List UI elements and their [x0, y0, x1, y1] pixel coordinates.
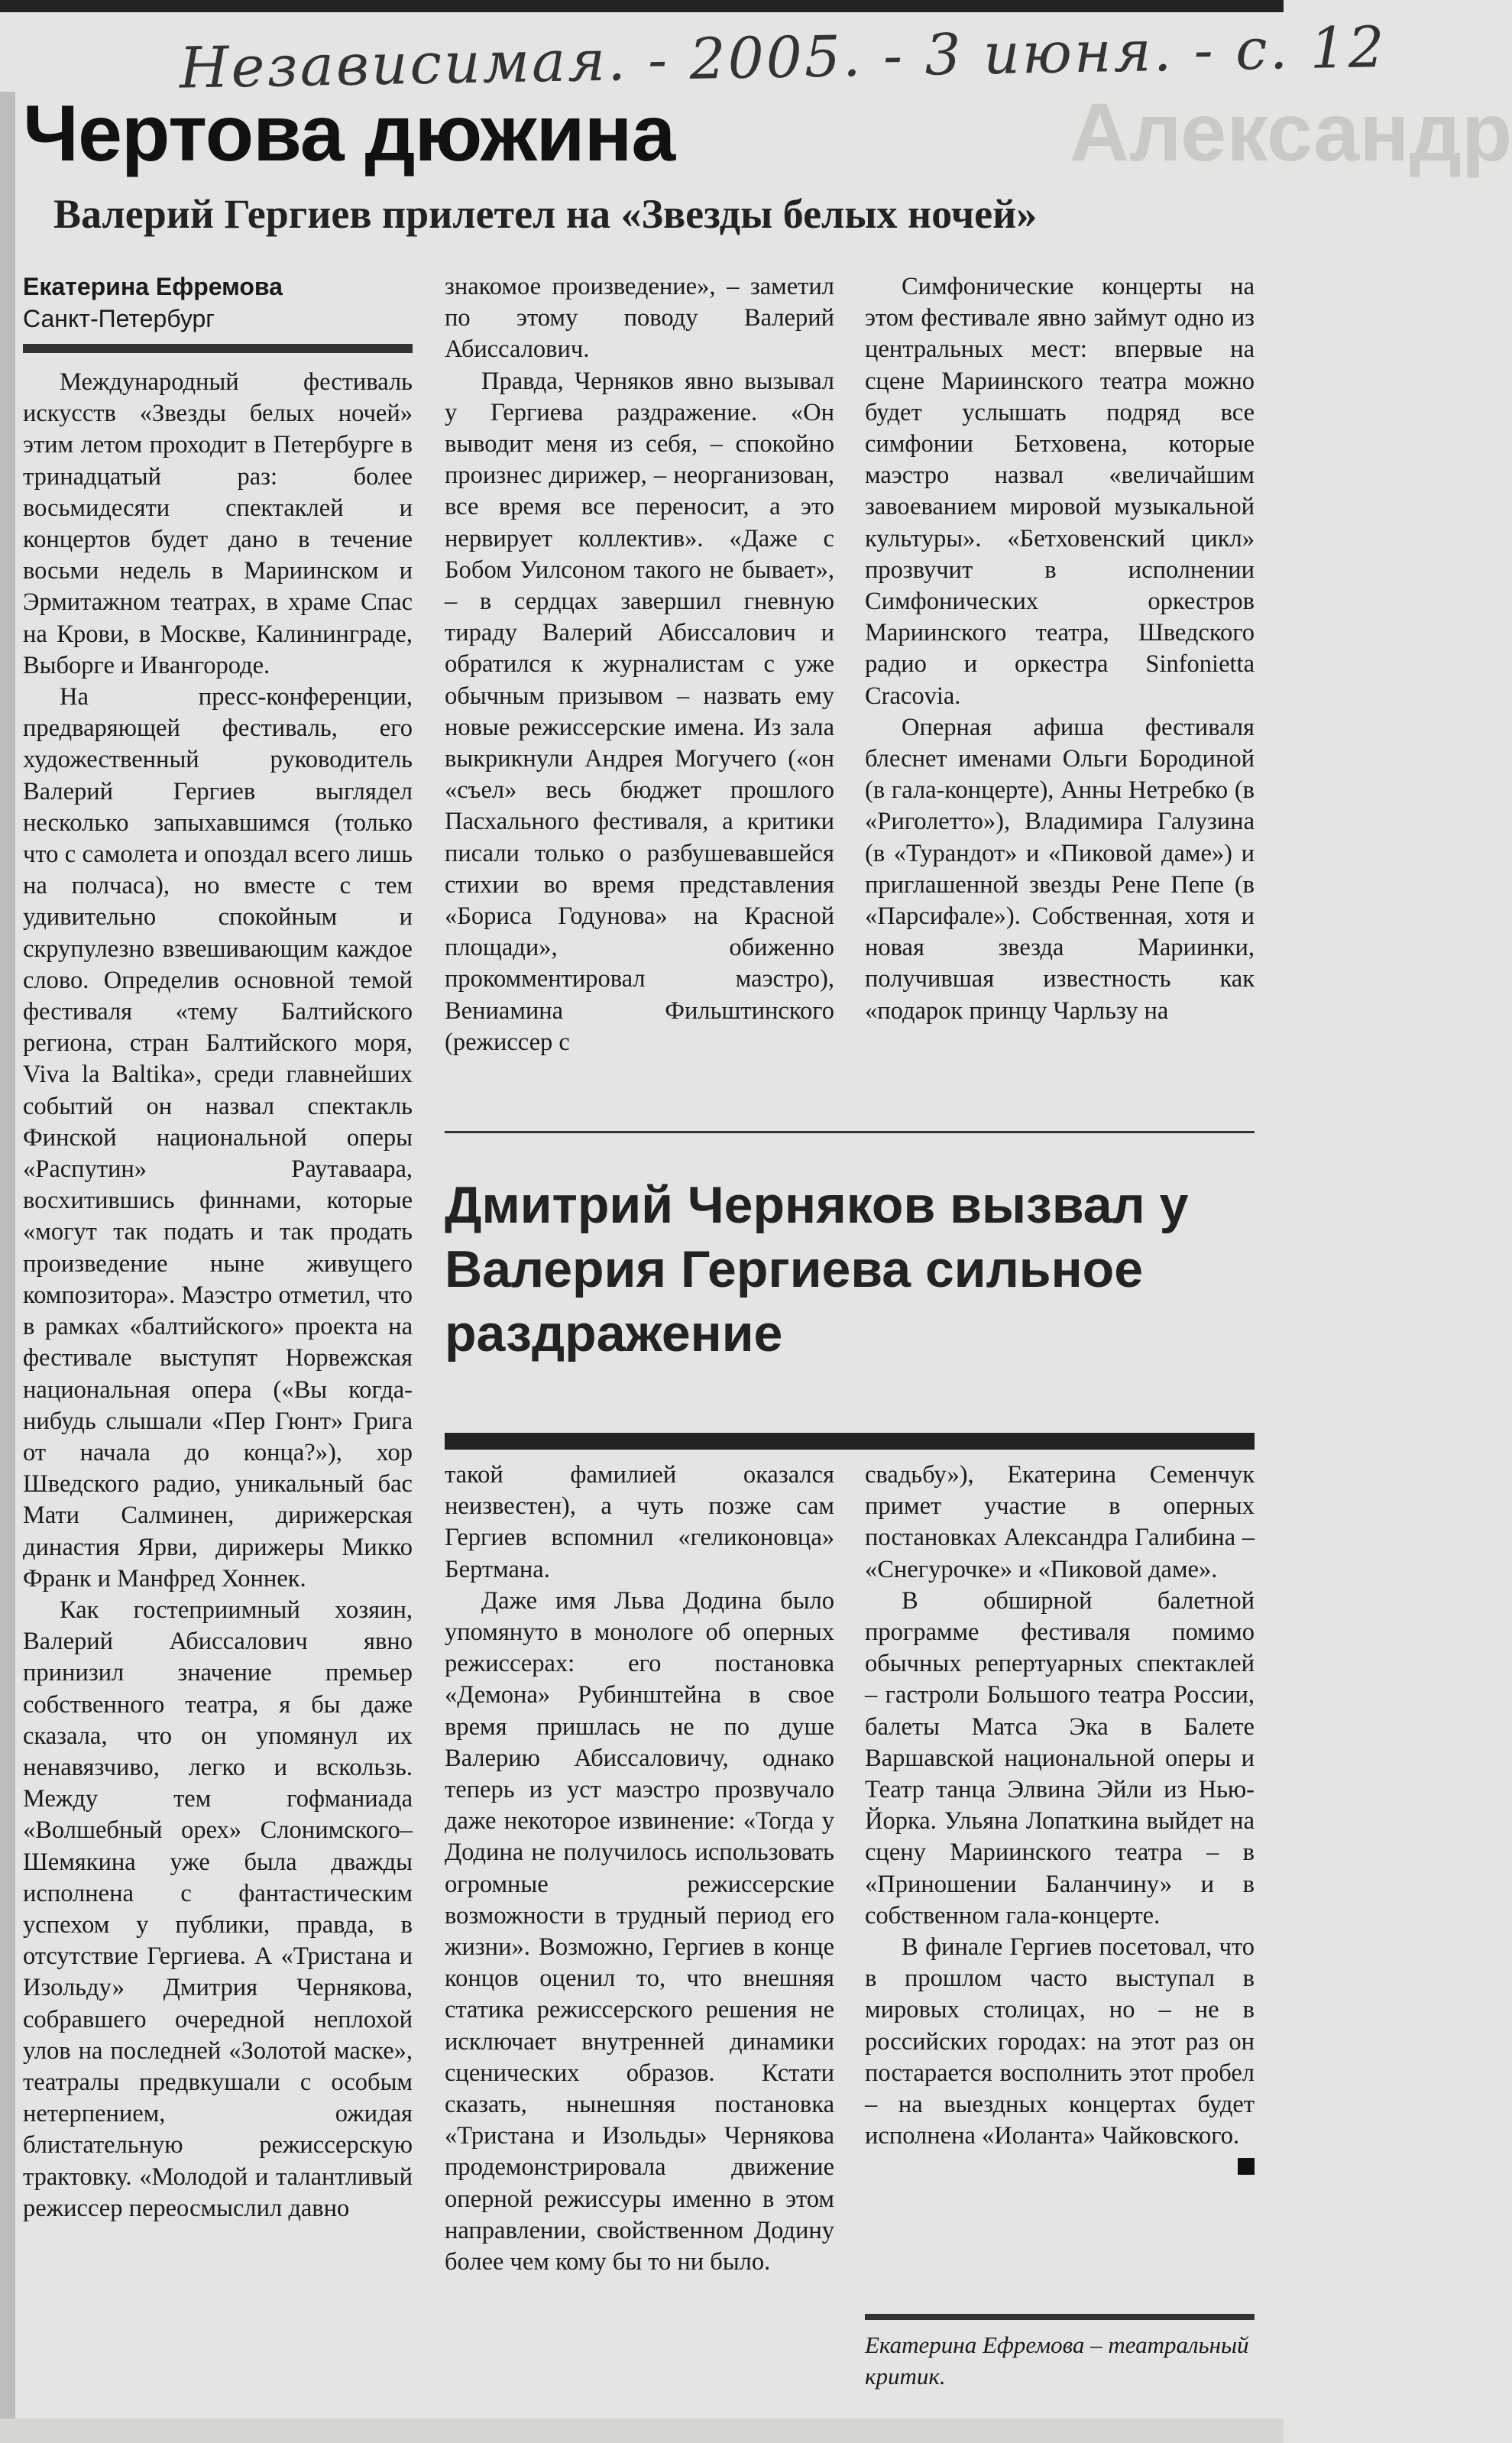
page-bottom-edge [0, 2419, 1284, 2443]
paragraph: Правда, Черняков явно вызывал у Гергиева раздражение. «Он выводит меня из себя, – спокойно произнес дирижер, – неорганизован, все время все переносит, а это нервирует коллектив». «Даже с Бобом Уилсоном такого не бывает», – в сердцах завершил гневную тираду Валерий Абиссалович и обратился к журналистам с уже обычным призывом – назвать ему новые режиссерские имена. Из зала выкрикнули Андрея Могучего («он «съел» весь бюджет прошлого Пасхального фестиваля, а критики писали только о разбушевавшейся стихии во время представления «Бориса Годунова» на Красной площади», обиженно прокомментировал маэстро), Вениамина Фильштинского (режиссер с [445, 367, 834, 1056]
author-city: Санкт-Петербург [23, 305, 215, 332]
handwritten-source-note: Независимая. - 2005. - 3 июня. - с. 12 [179, 14, 1387, 102]
paragraph: На пресс-конференции, предваряющей фестиваль, его художественный руководитель Валерий Гергиев выглядел несколько запыхавшимся (только что с самолета и опоздал всего лишь на полчаса), но вместе с тем удивительно спокойным и скрупулезно взвешивающим каждое слово. Определив основной темой фестиваля «тему Балтийского региона, стран Балтийского моря, Viva la Baltika», среди главнейших событий он назвал спектакль Финской национальной оперы «Распутин» Раутаваара, восхитившись финнами, которые «могут так подать и так продать произведение ныне живущего композитора». Маэстро отметил, что в рамках «балтийского» проекта на фестивале выступят Норвежская национальная опера («Вы когда-нибудь слышали «Пер Гюнт» Грига от начала до конца?»), хор Шведского радио, уникальный бас Мати Салминен, дирижерская династия Ярви, дирижеры Микко Франк и Манфред Хоннек. [23, 683, 413, 1592]
bleed-through-text: Александр [1070, 86, 1512, 178]
column-3 [865, 271, 1255, 1027]
paragraph: знакомое произведение», – заметил по этому поводу Валерий Абиссалович. [445, 273, 834, 364]
paragraph: такой фамилией оказался неизвестен), а чуть позже сам Гергиев вспомнил «геликоновца» Бертмана. [445, 1461, 834, 1583]
author-name: Екатерина Ефремова [23, 273, 283, 300]
paragraph: В обширной балетной программе фестиваля помимо обычных репертуарных спектаклей – гастроли Большого театра России, балеты Матса Эка в Балете Варшавской национальной оперы и Театр танца Элвина Эйли из Нью-Йорка. Ульяна Лопаткина выйдет на сцену Мариинского театра – в «Приношении Баланчину» и в собственном гала-концерте. [865, 1586, 1255, 1929]
footnote-rule [865, 2314, 1255, 2320]
top-rule [0, 0, 1284, 12]
paragraph: свадьбу»), Екатерина Семенчук примет участие в оперных постановках Александра Галибина – «Снегурочке» и «Пиковой даме». [865, 1461, 1255, 1583]
page-edge-shadow [0, 92, 15, 2430]
pull-quote-top-rule [445, 1131, 1255, 1133]
paragraph: Оперная афиша фестиваля блеснет именами Ольги Бородиной (в гала-концерте), Анны Нетребко (в «Риголетто»), Владимира Галузина (в «Турандот» и «Пиковой даме») и приглашенной звезды Рене Пепе (в «Парсифале»). Собственная, хотя и новая звезда Мариинки, получившая известность как «подарок принцу Чарльзу на [865, 713, 1255, 1025]
pull-quote: Дмитрий Черняков вызвал у Валерия Гергиева сильное раздражение [445, 1176, 1189, 1362]
paragraph: Международный фестиваль искусств «Звезды белых ночей» этим летом проходит в Петербурге в тринадцатый раз: более восьмидесяти спектаклей и концертов будет дано в течение восьми недель в Мариинском и Эрмитажном театрах, в храме Спас на Крови, в Москве, Калининграде, Выборге и Ивангороде. [23, 368, 413, 679]
author-footnote: Екатерина Ефремова – театральный критик. [865, 2331, 1249, 2390]
paragraph: Как гостеприимный хозяин, Валерий Абиссалович явно принизил значение премьер собственного театра, я бы даже сказала, что он упомянул их ненавязчиво, легко и вскользь. Между тем гофманиада «Волшебный орех» Слонимского–Шемякина уже была дважды исполнена с фантастическим успехом у публики, правда, в отсутствие Гергиева. А «Тристана и Изольду» Дмитрия Чернякова, собравшего очередной неплохой улов на последней «Золотой маске», театралы предвкушали с особым нетерпением, ожидая блистательную режиссерскую трактовку. «Молодой и талантливый режиссер переосмыслил давно [23, 1596, 413, 2222]
column-1 [23, 367, 413, 2224]
pull-quote-bottom-rule [445, 1433, 1255, 1450]
byline-rule [23, 344, 413, 353]
headline: Чертова дюжина [23, 89, 675, 178]
paragraph: Даже имя Льва Додина было упомянуто в монологе об оперных режиссерах: его постановка «Демона» Рубинштейна в свое время пришлась не по душе Валерию Абиссаловичу, однако теперь из уст маэстро прозвучало даже некоторое извинение: «Тогда у Додина не получилось использовать огромные режиссерские возможности в трудный период его жизни». Возможно, Гергиев в конце концов оценил то, что внешняя статика режиссерского решения не исключает внутренней динамики сценических образов. Кстати сказать, нынешняя постановка «Тристана и Изольды» Чернякова продемонстрировала движение оперной режиссуры именно в этом направлении, свойственном Додину более чем кому бы то ни было. [445, 1586, 834, 2276]
column-2 [445, 271, 834, 1058]
column-3-lower [865, 1460, 1255, 2175]
final-paragraph-text: В финале Гергиев посетовал, что в прошлом часто выступал в мировых столицах, но – не в российских городах: на этот раз он постарается восполнить этот пробел – на выездных концертах будет исполнена «Иоланта» Чайковского. [865, 1933, 1255, 2150]
end-mark-icon [1238, 2158, 1255, 2175]
paragraph: Симфонические концерты на этом фестивале явно займут одно из центральных мест: впервые на сцене Мариинского театра можно будет услышать подряд все симфонии Бетховена, которые маэстро назвал «величайшим завоеванием мировой музыкальной культуры». «Бетховенский цикл» прозвучит в исполнении Симфонических оркестров Мариинского театра, Шведского радио и оркестра Sinfonietta Cracovia. [865, 273, 1255, 710]
paragraph [865, 1932, 1255, 2152]
column-2-lower [445, 1460, 834, 2278]
subheadline: Валерий Гергиев прилетел на «Звезды белых ночей» [53, 191, 1038, 237]
